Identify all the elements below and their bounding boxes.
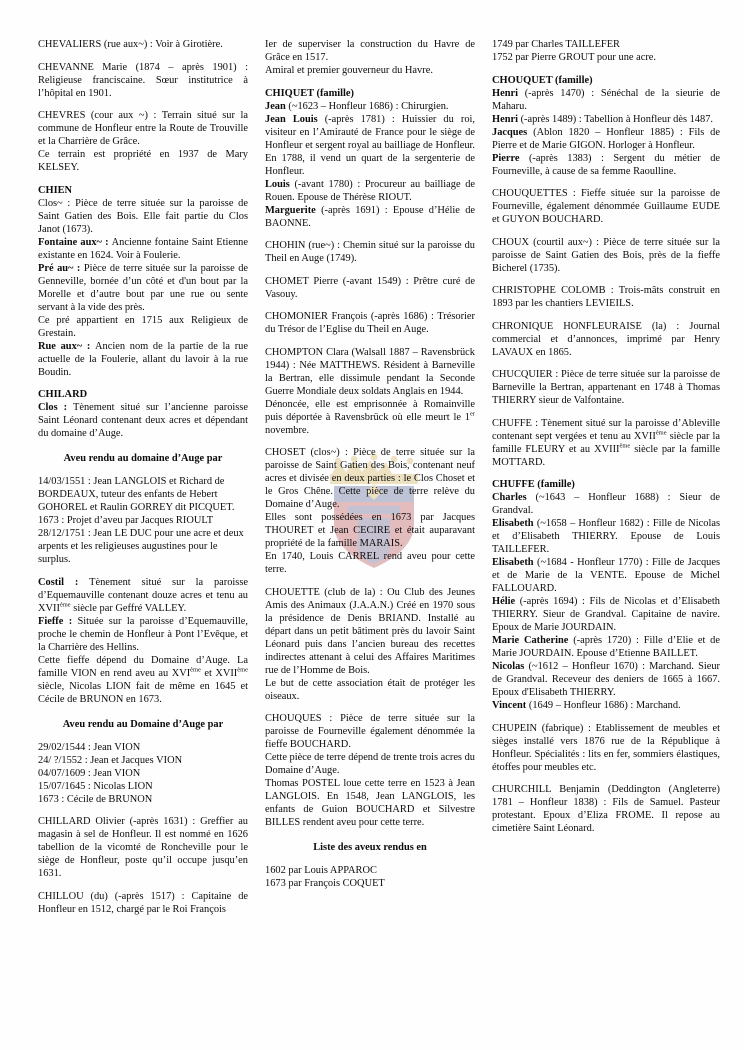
entry-chouquet-famille [492, 74, 720, 178]
entry-text: CHUPEIN (fabrique) : Etablissement de meubles et sièges installé vers 1876 rue de la République à Honfleur. Spécialités : lits en fer, sommiers élastiques, étoffes pour meubles etc. [492, 722, 720, 773]
entry-text: CHOMONIER François (-après 1686) : Trésorier du Trésor de l’Eglise du Theil en Auge. [265, 311, 475, 335]
sub-text: (-après 1781) : Huissier du roi, visiteur en l’Amirauté de France pour le siège de Honfleur et sergent royal au bailliage de Honfleur. En 1788, il vend un quart de la sergenterie de Honfleur. [265, 113, 475, 177]
entry-text: CHUCQUIER : Pièce de terre située sur la paroisse de Barneville la Bertran, appartenant en 1748 à Thomas THIERRY sieur de Valfontaine. [492, 369, 720, 406]
sub-text: siècle par la famille MOTTARD. [492, 443, 720, 468]
entry-text: CHRONIQUE HONFLEURAISE (la) : Journal commercial et d’annonces, imprimé par Henry LAVAUX en 1865. [492, 320, 720, 358]
entry-text [492, 126, 720, 152]
entry-headword: CHOUQUET (famille) [492, 74, 593, 86]
sub-text: (-après 1383) : Sergent du métier de Fourneville, à cause de sa femme Raoulline. [492, 152, 720, 177]
entry-chuffe-tenement [492, 417, 720, 469]
sub-text: (-après 1691) : Epouse d’Hélie de BAONNE. [265, 204, 475, 229]
sub-headword: Pré au~ : [38, 262, 84, 274]
entry-chiquet-famille [265, 87, 475, 230]
entry-text [265, 113, 475, 178]
sub-text: siècle par la famille FLEURY et au XVIII [492, 430, 720, 455]
entry-churchill-benjamin [492, 783, 720, 835]
ordinal-suffix: ème [655, 429, 667, 437]
sub-text: novembre. [265, 424, 310, 436]
sub-headword: Jean [265, 100, 289, 112]
sub-headword: Fieffe : [38, 615, 78, 627]
entry-text [492, 634, 720, 660]
sub-text: Ancien nom de la partie de la rue actuelle de la Foulerie, allant du lavoir à la rue Boudin. [38, 340, 248, 378]
entry-chomet-pierre [265, 275, 475, 301]
ordinal-suffix: ème [59, 601, 71, 609]
entry-chillou-continued [265, 38, 475, 77]
entry-text [492, 595, 720, 634]
entry-text: CHRISTOPHE COLOMB : Trois-mâts construit en 1893 par les chantiers LEVIEILS. [492, 285, 720, 309]
sub-text: Dénoncée, elle est emprisonnée à Romainville puis déportée à Ravensbrück où elle meurt le 1 [265, 398, 475, 423]
entry-text: Thomas POSTEL loue cette terre en 1523 à Jean LANGLOIS. En 1548, Jean LANGLOIS, les enfants de Guion BOUCHARD et Silvestre BILLES rendent aveu pour cette terre. [265, 778, 475, 828]
sub-text: (~1684 - Honfleur 1770) : Fille de Jacques et de Marie de la VENTE. Epouse de Michel FALLOUARD. [492, 557, 720, 594]
entry-chohin [265, 239, 475, 265]
subsection-heading-aveu-domaine-2: Aveu rendu au Domaine d’Auge par [62, 718, 224, 730]
entry-text: Clos~ : Pièce de terre située sur la paroisse de Saint Gatien des Bois. Elle fait partie du Clos Janot (1673). [38, 197, 248, 235]
sub-text: (-après 1489) : Tabellion à Honfleur dès 1487. [520, 113, 713, 125]
entry-text [38, 401, 248, 440]
entry-text [38, 615, 248, 654]
sub-text: (-après 1694) : Fils de Nicolas et d’Elisabeth THIERRY. Sieur de Grandval. Capitaine de navire. Epoux de Marie JOURDAIN. [492, 596, 720, 633]
aveux-list [265, 864, 475, 890]
sub-headword: Hélie [492, 596, 520, 607]
entry-text [265, 204, 475, 230]
list-item: 1673 par François COQUET [265, 878, 385, 889]
sub-text: CHUFFE : Tènement situé sur la paroisse d’Ableville contenant sept vergées et tenu au XVII [492, 417, 720, 442]
list-item: 1749 par Charles TAILLEFER [492, 39, 620, 50]
sub-text: (Ablon 1820 – Honfleur 1885) : Fils de Pierre et de Marie GIGON. Horloger à Honfleur. [492, 126, 720, 151]
entry-chompton-clara [265, 346, 475, 437]
entry-text: Ce pré appartient en 1715 aux Religieux de Grestain. [38, 314, 248, 339]
list-item: 24/ ?/1552 : Jean et Jacques VION [38, 754, 183, 766]
entry-text [492, 660, 720, 699]
entry-text [492, 113, 720, 126]
entry-text [492, 556, 720, 595]
list-item: 28/12/1751 : Jean LE DUC pour une acre et deux arpents et les religieuses augustines pour le surplus. [38, 528, 244, 565]
sub-text: Tènement situé sur l’ancienne paroisse Saint Léonard contenant deux acres et dépendant du domaine d’Auge. [38, 402, 248, 439]
entry-text: CHOUQUETTES : Fieffe située sur la paroisse de Fourneville, également dénommée Guillaume EUDE et GUYON BOUCHARD. [492, 188, 720, 225]
list-item: 04/07/1609 : Jean VION [38, 767, 141, 779]
sub-headword: Rue aux~ : [38, 340, 96, 352]
entry-text: En 1740, Louis CARREL rend aveu pour cette terre. [265, 551, 475, 575]
ordinal-suffix: ème [237, 666, 248, 674]
entry-text [38, 576, 248, 615]
entry-text [492, 491, 720, 517]
sub-text: (-après 1720) : Fille d’Elie et de Marie JOURDAIN. Epouse d’Etienne BAILLET. [492, 635, 720, 659]
aveu-list-1 [38, 475, 248, 566]
entry-text: CHOMPTON Clara (Walsall 1887 – Ravensbrück 1944) : Née MATTHEWS. Résident à Barneville la Bertran, elle dissimule pendant la Seconde Guerre Mondiale deux soldats Anglais en 1944. [265, 346, 475, 397]
sub-headword: Henri [492, 113, 521, 125]
entry-chevres [38, 109, 248, 174]
entry-text [265, 398, 475, 437]
sub-headword: Clos : [38, 402, 73, 413]
sub-headword: Henri [492, 87, 525, 99]
aveux-list-continued [492, 38, 720, 64]
sub-headword: Louis [265, 178, 295, 190]
list-item: 1602 par Louis APPAROC [265, 865, 377, 876]
list-item: 1673 : Cécile de BRUNON [38, 793, 153, 805]
entry-chomonier-francois [265, 310, 475, 336]
entry-chouques [265, 712, 475, 890]
entry-chuffe-famille [492, 478, 720, 712]
entry-chucquier [492, 368, 720, 407]
entry-text: Amiral et premier gouverneur du Havre. [265, 65, 433, 76]
entry-text: CHILLOU (du) (-après 1517) : Capitaine de Honfleur en 1512, chargé par le Roi François [38, 890, 248, 915]
entry-text: Ier de superviser la construction du Havre de Grâce en 1517. [265, 39, 475, 63]
entry-chupein-fabrique [492, 722, 720, 774]
entry-text [38, 262, 248, 314]
ordinal-suffix: ème [619, 442, 631, 450]
sub-text: Située sur la paroisse d’Equemauville, proche le chemin de Honfleur à Pont l’Evêque, et la Charrière des Hellins. [38, 615, 248, 653]
sub-text: (~1623 – Honfleur 1686) : Chirurgien. [288, 100, 449, 112]
sub-headword: Vincent [492, 700, 529, 711]
entry-text: CHEVANNE Marie (1874 – après 1901) : Religieuse franciscaine. Sœur institutrice à l’hôpital en 1901. [38, 61, 248, 99]
list-item: 14/03/1551 : Jean LANGLOIS et Richard de BORDEAUX, tuteur des enfants de Hebert GOHOREL et Raulin GORREY dit PICQUET. [38, 476, 235, 513]
entry-headword: CHUFFE (famille) [492, 479, 575, 490]
sub-text: siècle par Geffré VALLEY. [70, 602, 187, 614]
sub-headword: Fontaine aux~ : [38, 236, 112, 248]
entry-text: Le but de cette association était de protéger les oiseaux. [265, 677, 475, 702]
sub-headword: Nicolas [492, 661, 529, 672]
sub-text: siècle, Nicolas LION fait de même en 1645 et Cécile de BRUNON en 1673. [38, 680, 248, 705]
entry-text [38, 236, 248, 262]
list-item: 1752 par Pierre GROUT pour une acre. [492, 52, 656, 63]
sub-text: (~1643 – Honfleur 1688) : Sieur de Grandval. [492, 492, 720, 516]
entry-text: CHILLARD Olivier (-après 1631) : Greffier au magasin à sel de Honfleur. Il est nommé en 1626 tabellion de la vicomté de Roncheville pour le siège de Honfleur, poste qu’il occupe jusqu’en 1631. [38, 816, 248, 879]
sub-text: (-avant 1780) : Procureur au bailliage de Rouen. Epouse de Thérèse RIOUT. [265, 178, 475, 203]
entry-text: CHOUETTE (club de la) : Ou Club des Jeunes Amis des Animaux (J.A.A.N.) Créé en 1970 sous la présidence de Denis BRIAND. Installé au départ dans un petit bâtiment près du lavoir Saint Léonard puis dans l’ancien bureau des recettes indirectes attenant à celui des Affaires Maritimes rue de l’Homme de Bois. [265, 586, 475, 676]
list-item: 29/02/1544 : Jean VION [38, 741, 141, 753]
entry-text [265, 100, 475, 113]
sub-headword: Elisabeth [492, 518, 537, 529]
ordinal-suffix: ème [190, 666, 201, 674]
entry-text: CHOMET Pierre (-avant 1549) : Prêtre curé de Vasouy. [265, 275, 475, 300]
entry-chillou-du [38, 890, 248, 916]
ordinal-suffix: er [469, 410, 475, 418]
column-2 [265, 38, 492, 1022]
entry-text: Ce terrain est propriété en 1937 de Mary KELSEY. [38, 149, 248, 173]
entry-christophe-colomb [492, 284, 720, 310]
sub-headword: Elisabeth [492, 557, 537, 568]
entry-aveux-list-continued [492, 38, 720, 64]
entry-chevanne-marie [38, 61, 248, 100]
sub-text: Tènement situé sur la paroisse d’Equemauville contenant douze acres et tenu au XVII [38, 576, 248, 614]
subsection-heading-liste-aveux: Liste des aveux rendus en [313, 842, 427, 853]
sub-headword: Marguerite [265, 204, 322, 216]
entry-chevaliers [38, 38, 248, 51]
entry-text [265, 178, 475, 204]
sub-text: et XVII [200, 667, 238, 679]
sub-text: (-après 1470) : Sénéchal de la sieurie de Maharu. [492, 87, 721, 112]
sub-headword: Marie Catherine [492, 635, 574, 646]
entry-text [38, 654, 248, 706]
entry-text [492, 87, 720, 113]
sub-text: (~1612 – Honfleur 1670) : Marchand. Sieur de Grandval. Receveur des deniers de 1665 à 1667. Epoux d'Elisabeth THIERRY. [492, 661, 720, 698]
entry-text: CHEVALIERS (rue aux~) : Voir à Girotière. [38, 39, 223, 50]
sub-headword: Costil : [38, 576, 90, 588]
list-item: 1673 : Projet d’aveu par Jacques RIOULT [38, 515, 214, 526]
entry-chouquettes [492, 187, 720, 226]
entry-headword: CHILARD [38, 389, 88, 400]
entry-text: Elles sont possédées en 1673 par Jacques THOURET et Jean CECIRE et était auparavant propriété de la famille MARAIS. [265, 512, 475, 549]
sub-headword: Jean Louis [265, 113, 325, 125]
entry-text [492, 152, 720, 178]
sub-text: Ancienne fontaine Saint Etienne existante en 1624. Voir à Foulerie. [38, 236, 248, 261]
entry-headword: CHIQUET (famille) [265, 87, 354, 99]
sub-text: Pièce de terre située sur la paroisse de Genneville, bornée d’un côté et d'un bout par la Morelle et d’autre bout par une rue ou sente servant à la vide des près. [38, 262, 248, 313]
entry-text: CHURCHILL Benjamin (Deddington (Angleterre) 1781 – Honfleur 1838) : Fils de Samuel. Pasteur protestant. Epoux d’Eliza FROME. Il repose au cimetière Saint Léonard. [492, 784, 720, 834]
column-3 [492, 38, 720, 1022]
entry-text [492, 699, 720, 712]
entry-text [492, 417, 720, 469]
sub-headword: Jacques [492, 126, 534, 138]
entry-chien [38, 184, 248, 379]
entry-text [492, 517, 720, 556]
entry-text: CHEVRES (cour aux ~) : Terrain situé sur la commune de Honfleur entre la Route de Trouville et la Charrière de Grâce. [38, 110, 248, 147]
entry-headword: CHIEN [38, 184, 73, 196]
aveu-list-2 [38, 741, 248, 806]
entry-text: CHOUX (courtil aux~) : Pièce de terre située sur la paroisse de Saint Gatien des Bois, près de la fieffe Bicherel (1735). [492, 236, 720, 274]
sub-headword: Charles [492, 492, 536, 503]
entry-text: CHOSET (clos~) : Pièce de terre située sur la paroisse de Saint Gatien des Bois, contenant neuf acres et divisée en deux parties : le Clos Choset et le Gros Chêne. Cette pièce de terre relève du Domaine d’Auge. [265, 447, 475, 510]
entry-choset [265, 446, 475, 576]
entry-text: Cette pièce de terre dépend de trente trois acres du Domaine d’Auge. [265, 752, 475, 776]
entry-chillard-olivier [38, 815, 248, 880]
entry-text: CHOHIN (rue~) : Chemin situé sur la paroisse du Theil en Auge (1749). [265, 240, 475, 264]
sub-text: (1649 – Honfleur 1686) : Marchand. [528, 700, 681, 711]
subsection-heading-aveu-domaine: Aveu rendu au domaine d’Auge par [63, 453, 223, 464]
entry-chilard [38, 388, 248, 806]
sub-text: (~1658 – Honfleur 1682) : Fille de Nicolas et d’Elisabeth THIERRY. Epouse de Louis TAILLEFER. [492, 518, 720, 555]
entry-chronique-honfleuraise [492, 320, 720, 359]
sub-text: Cette fieffe dépend du Domaine d’Auge. La famille VION en rend aveu au XVI [38, 654, 248, 679]
entry-chouette-club [265, 586, 475, 703]
list-item: 15/07/1645 : Nicolas LION [38, 780, 153, 792]
entry-text: CHOUQUES : Pièce de terre située sur la paroisse de Fourneville également dénommée la fieffe BOUCHARD. [265, 713, 475, 750]
sub-headword: Pierre [492, 152, 529, 164]
entry-text [38, 340, 248, 379]
entry-choux-courtil [492, 236, 720, 275]
column-1 [38, 38, 265, 1022]
